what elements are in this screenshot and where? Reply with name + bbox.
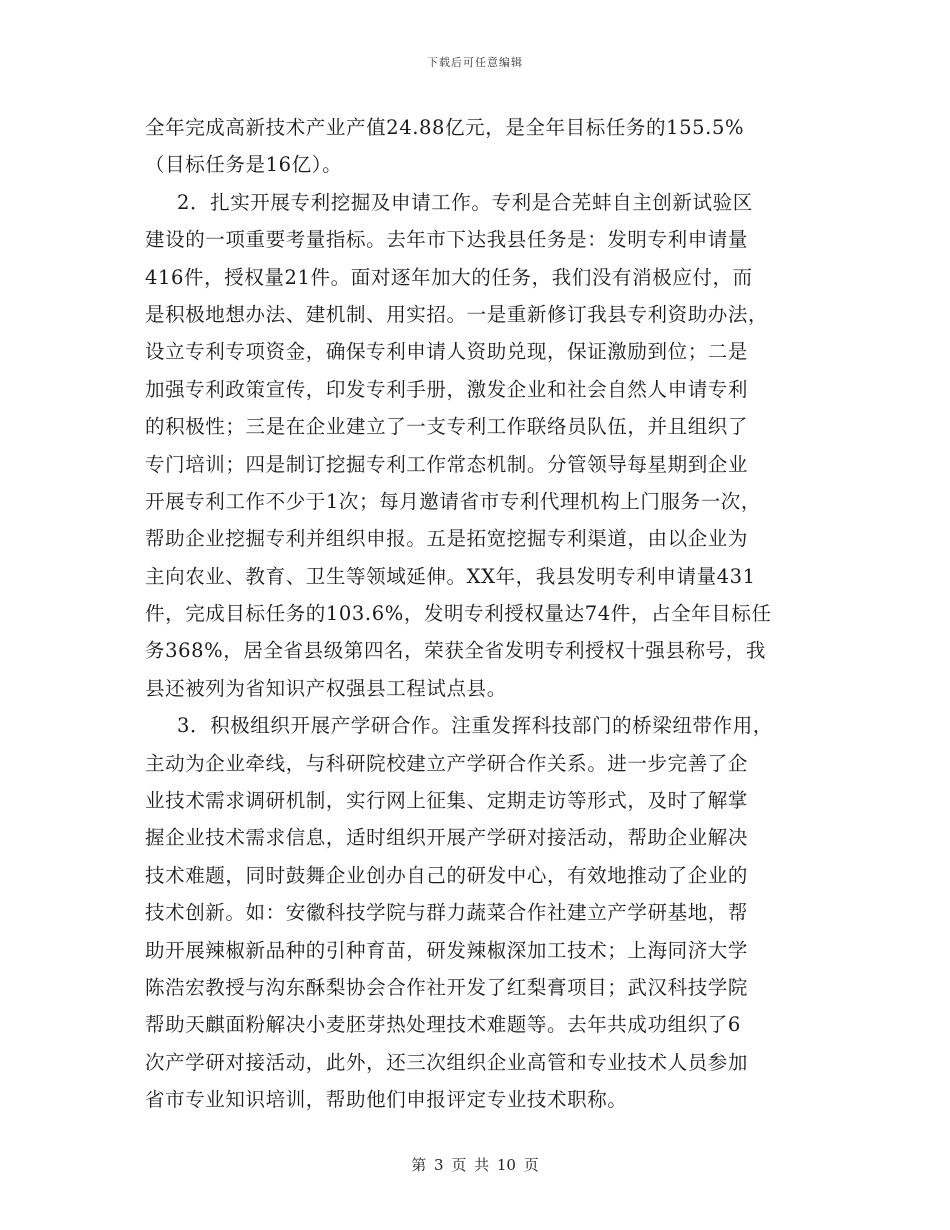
body-line: 握企业技术需求信息，适时组织开展产学研对接活动，帮助企业解决 — [145, 826, 749, 850]
body-line: 技术难题，同时鼓舞企业创办自己的研发中心，有效地推动了企业的 — [145, 863, 749, 887]
body-line: 省市专业知识培训，帮助他们申报评定专业技术职称。 — [145, 1088, 628, 1112]
body-line: 务368%，居全省县级第四名，荣获全省发明专利授权十强县称号，我 — [145, 639, 766, 663]
body-line: 帮助企业挖掘专利并组织申报。五是拓宽挖掘专利渠道，由以企业为 — [145, 527, 749, 551]
body-line: 416件，授权量21件。面对逐年加大的任务，我们没有消极应付，而 — [145, 265, 753, 289]
body-line: 开展专利工作不少于1次；每月邀请省市专利代理机构上门服务一次， — [145, 489, 762, 513]
body-line: 的积极性；三是在企业建立了一支专利工作联络员队伍，并且组织了 — [145, 415, 749, 439]
body-line: 帮助天麒面粉解决小麦胚芽热处理技术难题等。去年共成功组织了6 — [145, 1013, 741, 1037]
body-line: 全年完成高新技术产业产值24.88亿元，是全年目标任务的155.5% — [145, 116, 745, 139]
body-line: 陈浩宏教授与沟东酥梨协会合作社开发了红梨膏项目；武汉科技学院 — [145, 975, 749, 999]
body-line: 设立专利专项资金，确保专利申请人资助兑现，保证激励到位；二是 — [145, 340, 749, 364]
body-line: 技术创新。如：安徽科技学院与群力蔬菜合作社建立产学研基地，帮 — [145, 901, 749, 925]
document-body — [145, 109, 825, 1119]
page-header: 下载后可任意编辑 — [427, 56, 523, 69]
body-line: 是积极地想办法、建机制、用实招。一是重新修订我县专利资助办法， — [145, 302, 769, 326]
body-line: 主向农业、教育、卫生等领域延伸。XX年，我县发明专利申请量431 — [145, 564, 756, 588]
body-line: 主动为企业牵线，与科研院校建立产学研合作关系。进一步完善了企 — [145, 751, 749, 775]
body-line: 县还被列为省知识产权强县工程试点县。 — [145, 676, 507, 700]
paragraph-start-line: 3．积极组织开展产学研合作。注重发挥科技部门的桥梁纽带作用， — [177, 714, 773, 738]
body-line: 加强专利政策宣传，印发专利手册，激发企业和社会自然人申请专利 — [145, 377, 749, 401]
body-line: 件，完成目标任务的103.6%，发明专利授权量达74件，占全年目标任 — [145, 602, 772, 626]
paragraph-start-line: 2．扎实开展专利挖掘及申请工作。专利是合芜蚌自主创新试验区 — [177, 190, 753, 214]
body-line: 建设的一项重要考量指标。去年市下达我县任务是：发明专利申请量 — [145, 228, 749, 252]
body-line: （目标任务是16亿）。 — [145, 153, 343, 177]
body-line: 专门培训；四是制订挖掘专利工作常态机制。分管领导每星期到企业 — [145, 452, 749, 476]
body-line: 次产学研对接活动，此外，还三次组织企业高管和专业技术人员参加 — [145, 1050, 749, 1074]
body-line: 助开展辣椒新品种的引种育苗，研发辣椒深加工技术；上海同济大学 — [145, 938, 749, 962]
page-footer: 第 3 页 共 10 页 — [411, 1156, 539, 1174]
body-line: 业技术需求调研机制，实行网上征集、定期走访等形式，及时了解掌 — [145, 789, 749, 813]
